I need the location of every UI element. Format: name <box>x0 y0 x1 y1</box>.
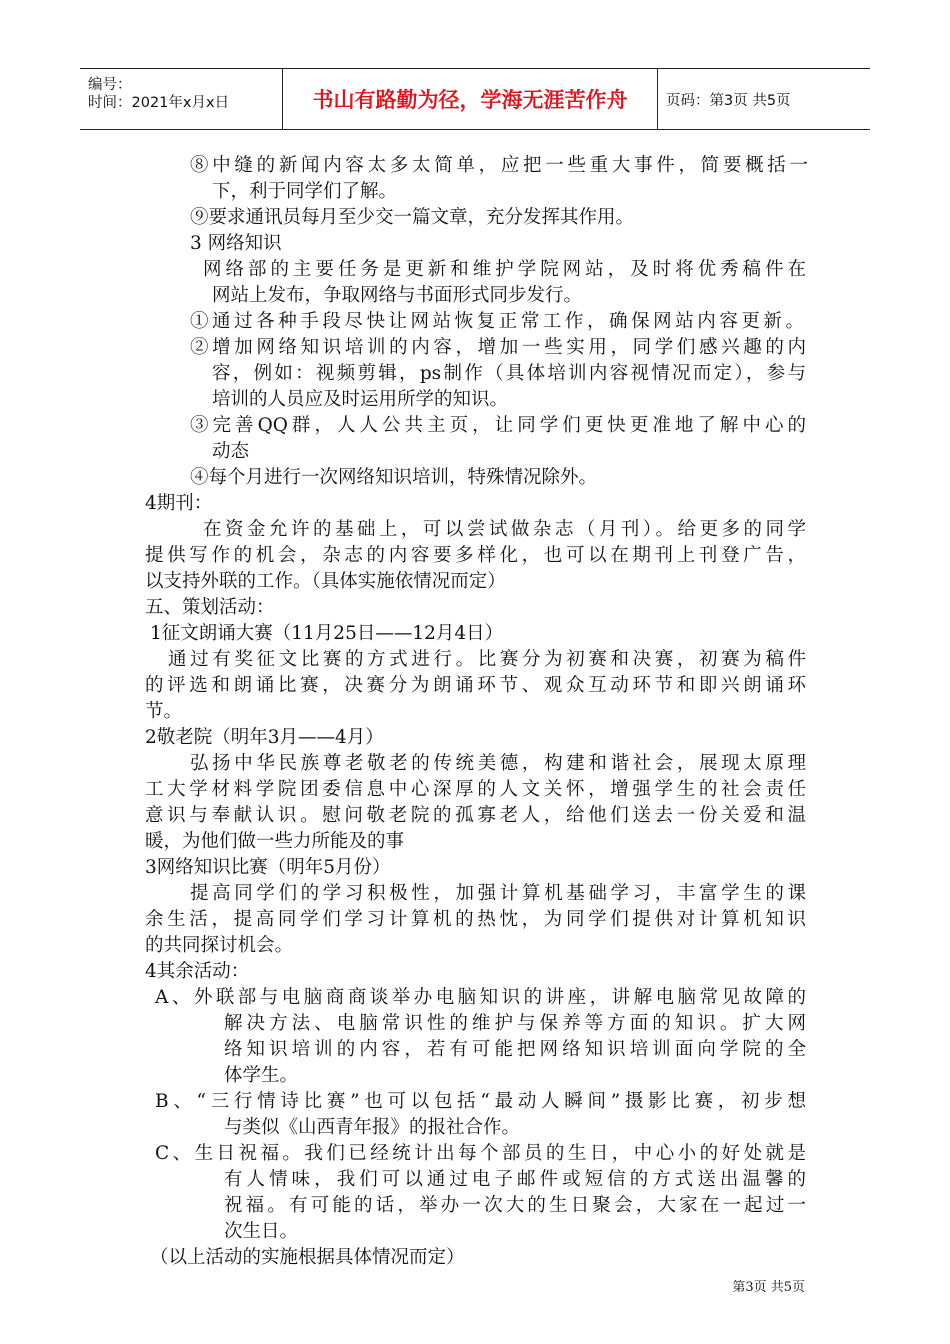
text-line: B、“三行情诗比赛”也可以包括“最动人瞬间”摄影比赛，初步想 <box>155 1091 806 1112</box>
text-line: ①通过各种手段尽快让网站恢复正常工作，确保网站内容更新。 <box>190 311 804 332</box>
text-line: C、生日祝福。我们已经统计出每个部员的生日，中心小的好处就是 <box>155 1143 806 1164</box>
number-label: 编号： <box>88 77 132 93</box>
text-line: 次生日。 <box>224 1221 299 1242</box>
page-header <box>80 68 870 130</box>
text-line: ②增加网络知识培训的内容，增加一些实用，同学们感兴趣的内 <box>190 337 806 358</box>
section-heading: 3 网络知识 <box>190 233 282 254</box>
text-line: 祝福。有可能的话，举办一次大的生日聚会，大家在一起过一 <box>224 1195 806 1216</box>
text-line: 动态 <box>212 441 250 462</box>
activity-heading: 4其余活动： <box>145 961 250 982</box>
header-left-cell <box>80 69 282 129</box>
header-center-cell <box>282 69 658 129</box>
text-line: 暖，为他们做一些力所能及的事 <box>145 831 405 852</box>
text-line: 工大学材料学院团委信息中心深厚的人文关怀，增强学生的社会责任 <box>145 779 806 800</box>
text-line: ③完善QQ群，人人公共主页，让同学们更快更准地了解中心的 <box>190 415 806 436</box>
time-label: 时间：2021年x月x日 <box>88 95 230 111</box>
text-line: 络知识培训的内容，若有可能把网络知识培训面向学院的全 <box>224 1039 806 1060</box>
text-line: 的评选和朗诵比赛，决赛分为朗诵环节、观众互动环节和即兴朗诵环 <box>145 675 806 696</box>
motto-text: 书山有路勤为径，学海无涯苦作舟 <box>312 88 628 112</box>
text-line: 解决方法、电脑常识性的维护与保养等方面的知识。扩大网 <box>224 1013 806 1034</box>
text-line: 通过有奖征文比赛的方式进行。比赛分为初赛和决赛，初赛为稿件 <box>168 649 806 670</box>
activity-heading: 3网络知识比赛（明年5月份） <box>145 857 391 878</box>
text-line: 提供写作的机会，杂志的内容要多样化，也可以在期刊上刊登广告， <box>145 545 806 566</box>
activity-heading: 1征文朗诵大赛（11月25日——12月4日） <box>150 623 504 644</box>
text-line: 以支持外联的工作。（具体实施依情况而定） <box>145 571 506 592</box>
text-line: 节。 <box>145 701 183 722</box>
section-heading: 五、策划活动： <box>145 597 275 618</box>
closing-note: （以上活动的实施根据具体情况而定） <box>150 1247 465 1268</box>
text-line: 余生活，提高同学们学习计算机的热忱，为同学们提供对计算机知识 <box>145 909 806 930</box>
text-line: ⑨要求通讯员每月至少交一篇文章，充分发挥其作用。 <box>190 207 635 228</box>
page-number-label: 页码：第3页 共5页 <box>666 92 791 109</box>
text-line: 有人情味，我们可以通过电子邮件或短信的方式送出温馨的 <box>224 1169 806 1190</box>
text-line: 容，例如：视频剪辑，ps制作（具体培训内容视情况而定），参与 <box>212 363 806 384</box>
text-line: ⑧中缝的新闻内容太多太简单，应把一些重大事件，简要概括一 <box>190 155 808 176</box>
text-line: 意识与奉献认识。慰问敬老院的孤寡老人，给他们送去一份关爱和温 <box>145 805 806 826</box>
text-line: 网站上发布，争取网络与书面形式同步发行。 <box>212 285 583 306</box>
text-line: 弘扬中华民族尊老敬老的传统美德，构建和谐社会，展现太原理 <box>190 753 806 774</box>
section-heading: 4期刊： <box>145 493 213 514</box>
text-line: 培训的人员应及时运用所学的知识。 <box>212 389 509 410</box>
text-line: 的共同探讨机会。 <box>145 935 294 956</box>
text-line: 体学生。 <box>224 1065 299 1086</box>
text-line: A、外联部与电脑商商谈举办电脑知识的讲座，讲解电脑常见故障的 <box>155 987 806 1008</box>
page-footer: 第3页 共5页 <box>732 1280 805 1295</box>
text-line: 下，利于同学们了解。 <box>212 181 398 202</box>
text-line: 提高同学们的学习积极性，加强计算机基础学习，丰富学生的课 <box>190 883 806 904</box>
text-line: 在资金允许的基础上，可以尝试做杂志（月刊）。给更多的同学 <box>203 519 806 540</box>
text-line: 网络部的主要任务是更新和维护学院网站，及时将优秀稿件在 <box>203 259 806 280</box>
text-line: ④每个月进行一次网络知识培训，特殊情况除外。 <box>190 467 598 488</box>
text-line: 与类似《山西青年报》的报社合作。 <box>224 1117 521 1138</box>
activity-heading: 2敬老院（明年3月——4月） <box>145 727 384 748</box>
